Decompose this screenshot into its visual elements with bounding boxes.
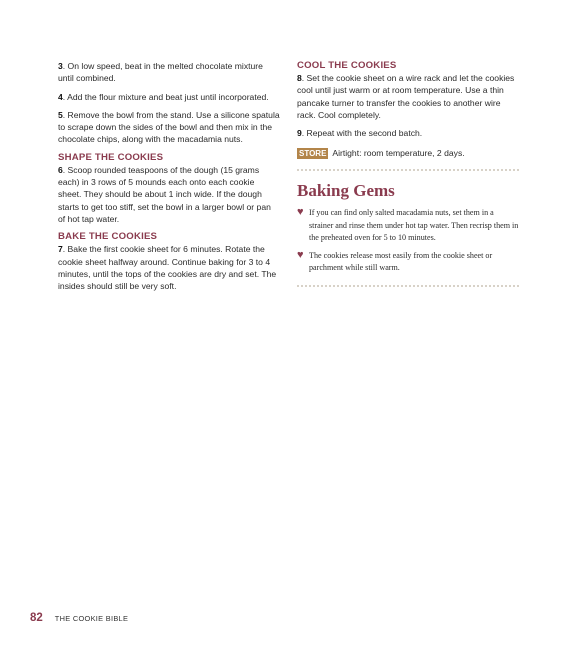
shape-cookies-heading: SHAPE THE COOKIES — [58, 151, 164, 163]
heart-icon: ♥ — [297, 206, 304, 219]
store-line — [297, 147, 519, 159]
gem-item — [297, 207, 519, 244]
step-text: . Repeat with the second batch. — [301, 128, 423, 139]
step-text: . On low speed, beat in the melted chocolate mixture until combined. — [58, 61, 263, 84]
gem-text: If you can find only salted macadamia nuts, set them in a strainer and rinse them under hot tap water. Then recrisp them in the preheated oven for 5 to 10 minutes. — [309, 208, 519, 242]
gem-item — [297, 250, 519, 274]
page-footer — [30, 612, 128, 624]
step-number: 4 — [58, 91, 63, 102]
step-text: . Scoop rounded teaspoons of the dough (15 grams each) in 3 rows of 5 mounds each onto each cookie sheet. They should be about 1 inch wide. If the dough starts to get too stiff, set the bowl in a larger bowl or pan of hot tap water. — [58, 164, 271, 224]
cool-cookies-heading: COOL THE COOKIES — [297, 60, 397, 71]
page-number: 82 — [30, 612, 43, 624]
step-number: 5 — [58, 109, 63, 120]
step-text: . Set the cookie sheet on a wire rack and let the cookies cool until just warm or at room temperature. Use a thin pancake turner to transfer the cookies to another wire rack. Cool completely. — [297, 73, 515, 120]
baking-gems-title: Baking Gems — [297, 181, 395, 201]
step-text: . Bake the first cookie sheet for 6 minutes. Rotate the cookie sheet halfway around. Continue baking for 3 to 4 minutes, until the tops of the cookies are dry and set. The insides should still be very soft. — [58, 244, 277, 292]
divider-top — [297, 169, 519, 171]
store-badge: STORE — [299, 149, 327, 159]
gem-text: The cookies release most easily from the cookie sheet or parchment while still warm. — [309, 251, 493, 273]
step-3 — [58, 60, 280, 85]
step-number: 9 — [297, 128, 302, 139]
book-title: THE COOKIE BIBLE — [54, 614, 129, 623]
step-text: . Add the flour mixture and beat just until incorporated. — [62, 91, 269, 102]
step-9 — [297, 127, 519, 139]
step-4 — [58, 91, 280, 103]
heart-icon: ♥ — [297, 249, 304, 262]
step-number: 8 — [297, 73, 302, 83]
store-text: Airtight: room temperature, 2 days. — [330, 148, 465, 159]
right-column — [297, 60, 519, 287]
step-number: 6 — [58, 164, 63, 175]
left-column — [58, 60, 280, 298]
step-number: 3 — [58, 61, 63, 71]
step-text: . Remove the bowl from the stand. Use a silicone spatula to scrape down the sides of the bowl and then mix in the chocolate chips, along with the macadamia nuts. — [58, 109, 280, 145]
step-5 — [58, 109, 280, 146]
bake-cookies-heading: BAKE THE COOKIES — [58, 231, 158, 243]
step-6 — [58, 164, 280, 225]
divider-bottom — [297, 285, 519, 287]
step-8 — [297, 72, 519, 121]
step-7 — [58, 243, 280, 292]
step-number: 7 — [58, 244, 63, 255]
